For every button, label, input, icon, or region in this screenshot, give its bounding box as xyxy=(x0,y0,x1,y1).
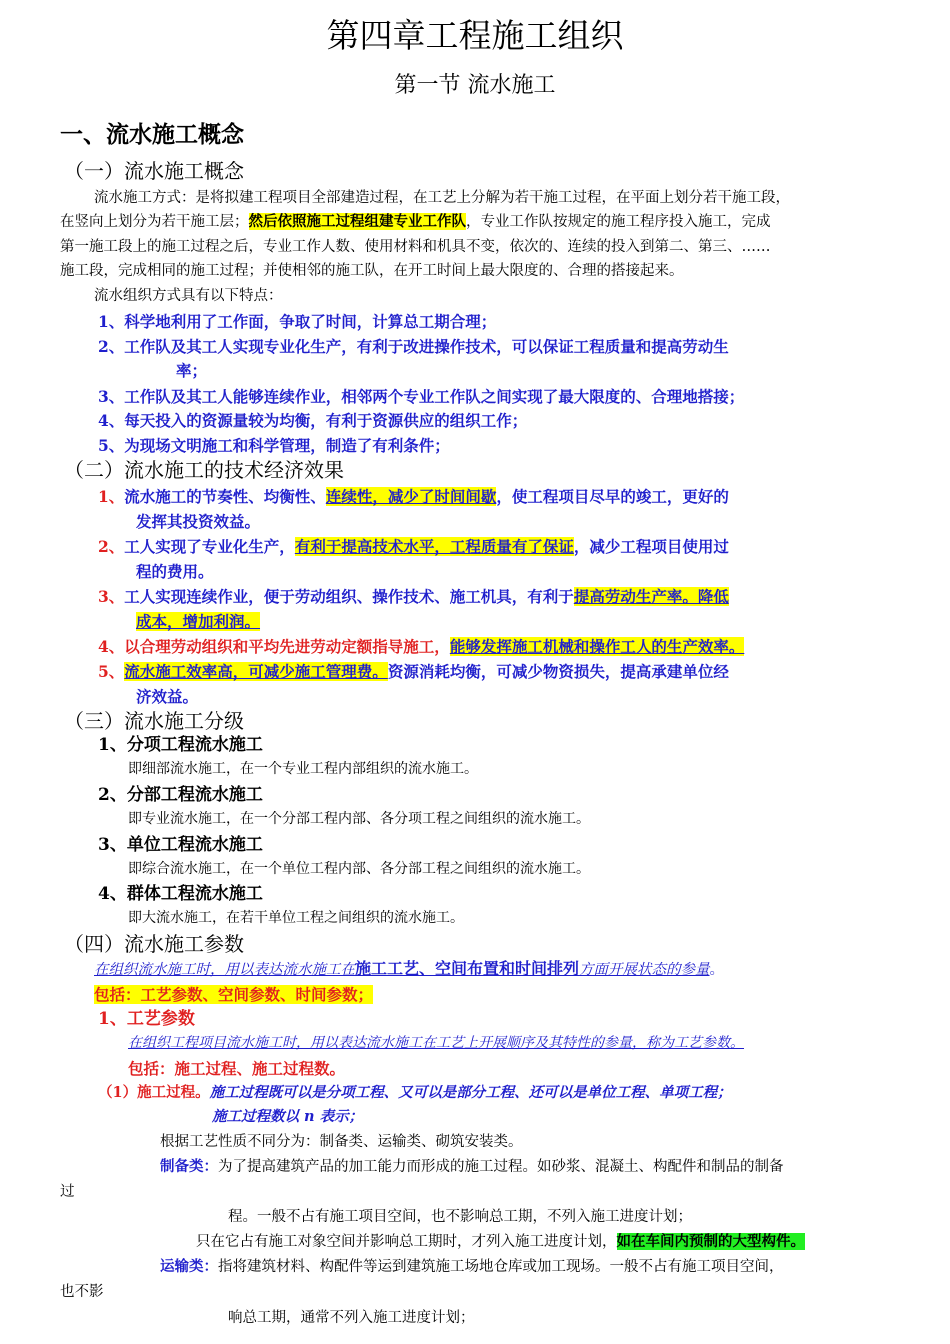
highlight-text: 如在车间内预制的大型构件。 xyxy=(616,1233,805,1250)
feature-item: 2、工作队及其工人实现专业化生产，有利于改进操作技术，可以保证工程质量和提高劳动生 xyxy=(98,337,729,356)
prep-line-2: 程。一般不占有施工项目空间，也不影响总工期，不列入施工进度计划； xyxy=(228,1209,692,1225)
process-count: 施工过程数以 n 表示； xyxy=(212,1108,364,1125)
effect-item-wrap: 济效益。 xyxy=(136,687,199,706)
paragraph-line: 施工段，完成相同的施工过程；并使相邻的施工队，在开工时间上最大限度的、合理的搭接起来。 xyxy=(60,263,684,279)
feature-item: 3、工作队及其工人能够连续作业，相邻两个专业工作队之间实现了最大限度的、合理地搭接； xyxy=(98,387,745,406)
process-line: （1）施工过程。施工过程既可以是分项工程、又可以是部分工程、还可以是单位工程、单项工程； xyxy=(98,1084,732,1101)
paragraph-line: 第一施工段上的施工过程之后，专业工作人数、使用材料和机具不变，依次的、连续的投入到第二、第三、…… xyxy=(60,239,771,255)
highlight-text: 连续性，减少了时间间歇 xyxy=(325,487,497,506)
heading-1: 一、流水施工概念 xyxy=(60,121,244,148)
level-desc: 即综合流水施工，在一个单位工程内部、各分部工程之间组织的流水施工。 xyxy=(128,861,590,877)
effect-item: 3、工人实现连续作业，便于劳动组织、操作技术、施工机具，有利于提高劳动生产率。降低 xyxy=(98,587,729,606)
effect-item-wrap: 程的费用。 xyxy=(136,562,214,581)
feature-item: 5、为现场文明施工和科学管理，制造了有利条件； xyxy=(98,436,450,455)
transport-line: 运输类：指将建筑材料、构配件等运到建筑施工场地仓库或加工现场。一般不占有施工项目空间， xyxy=(160,1258,784,1275)
level-title: 4、群体工程流水施工 xyxy=(98,884,263,904)
includes-line: 包括：工艺参数、空间参数、时间参数； xyxy=(94,985,374,1004)
param-includes: 包括：施工过程、施工过程数。 xyxy=(128,1059,346,1078)
paragraph-line: 流水施工方式：是将拟建工程项目全部建造过程，在工艺上分解为若干施工过程，在平面上划分若干施工段， xyxy=(94,190,790,206)
page-title: 第四章工程施工组织 xyxy=(326,16,624,55)
classify-line: 根据工艺性质不同分为：制备类、运输类、砌筑安装类。 xyxy=(160,1134,523,1150)
level-desc: 即专业流水施工，在一个分部工程内部、各分项工程之间组织的流水施工。 xyxy=(128,811,590,827)
effect-item: 5、流水施工效率高，可减少施工管理费。资源消耗均衡，可减少物资损失，提高承建单位经 xyxy=(98,662,729,681)
param-title: 1、工艺参数 xyxy=(98,1009,195,1029)
level-title: 1、分项工程流水施工 xyxy=(98,735,263,755)
highlight-text: 然后依照施工过程组建专业工作队 xyxy=(248,213,466,230)
highlight-text: 流水施工效率高，可减少施工管理费。 xyxy=(124,662,388,681)
effect-item: 2、工人实现了专业化生产，有利于提高技术水平，工程质量有了保证，减少工程项目使用过 xyxy=(98,537,729,556)
heading-2-effects: （二）流水施工的技术经济效果 xyxy=(64,458,344,482)
effect-item-wrap xyxy=(136,609,260,634)
transport-line-2: 响总工期，通常不列入施工进度计划； xyxy=(228,1310,475,1326)
level-desc: 即大流水施工，在若干单位工程之间组织的流水施工。 xyxy=(128,910,464,926)
highlight-text: 提高劳动生产率。降低 xyxy=(573,587,729,606)
heading-2-levels: （三）流水施工分级 xyxy=(64,709,244,733)
feature-item: 4、每天投入的资源量较为均衡，有利于资源供应的组织工作； xyxy=(98,411,528,430)
definition-line: 在组织流水施工时，用以表达流水施工在施工工艺、空间布置和时间排列方面开展状态的参量。 xyxy=(94,959,725,978)
level-title: 3、单位工程流水施工 xyxy=(98,835,263,855)
section-subtitle: 第一节 流水施工 xyxy=(394,73,556,98)
heading-2-concept: （一）流水施工概念 xyxy=(64,159,244,183)
prep-line: 制备类：为了提高建筑产品的加工能力而形成的施工过程。如砂浆、混凝土、构配件和制品的制备 xyxy=(160,1158,784,1175)
highlight-text: 有利于提高技术水平，工程质量有了保证 xyxy=(294,537,574,556)
paragraph-line: 在竖向上划分为若干施工层；然后依照施工过程组建专业工作队，专业工作队按规定的施工程序投入施工，完成 xyxy=(60,213,771,230)
level-desc: 即细部流水施工，在一个专业工程内部组织的流水施工。 xyxy=(128,761,478,777)
feature-item: 1、科学地利用了工作面，争取了时间，计算总工期合理； xyxy=(98,312,497,331)
prep-wrap: 过 xyxy=(60,1184,75,1200)
effect-item-wrap: 发挥其投资效益。 xyxy=(136,512,261,531)
highlight-text: 能够发挥施工机械和操作工人的生产效率。 xyxy=(449,637,745,656)
effect-item: 1、流水施工的节奏性、均衡性、连续性，减少了时间间歇，使工程项目尽早的竣工，更好的 xyxy=(98,487,729,506)
prep-line-3: 只在它占有施工对象空间并影响总工期时，才列入施工进度计划，如在车间内预制的大型构件。 xyxy=(196,1233,805,1250)
heading-2-params: （四）流水施工参数 xyxy=(64,932,244,956)
param-definition: 在组织工程项目流水施工时，用以表达流水施工在工艺上开展顺序及其特性的参量，称为工艺参数。 xyxy=(128,1035,744,1051)
paragraph-line: 流水组织方式具有以下特点： xyxy=(94,288,283,304)
transport-wrap: 也不影 xyxy=(60,1284,104,1300)
highlight-text: 成本，增加利润。 xyxy=(136,612,261,631)
feature-item-wrap: 率； xyxy=(176,361,208,380)
level-title: 2、分部工程流水施工 xyxy=(98,785,263,805)
effect-item: 4、以合理劳动组织和平均先进劳动定额指导施工，能够发挥施工机械和操作工人的生产效率。 xyxy=(98,637,745,656)
